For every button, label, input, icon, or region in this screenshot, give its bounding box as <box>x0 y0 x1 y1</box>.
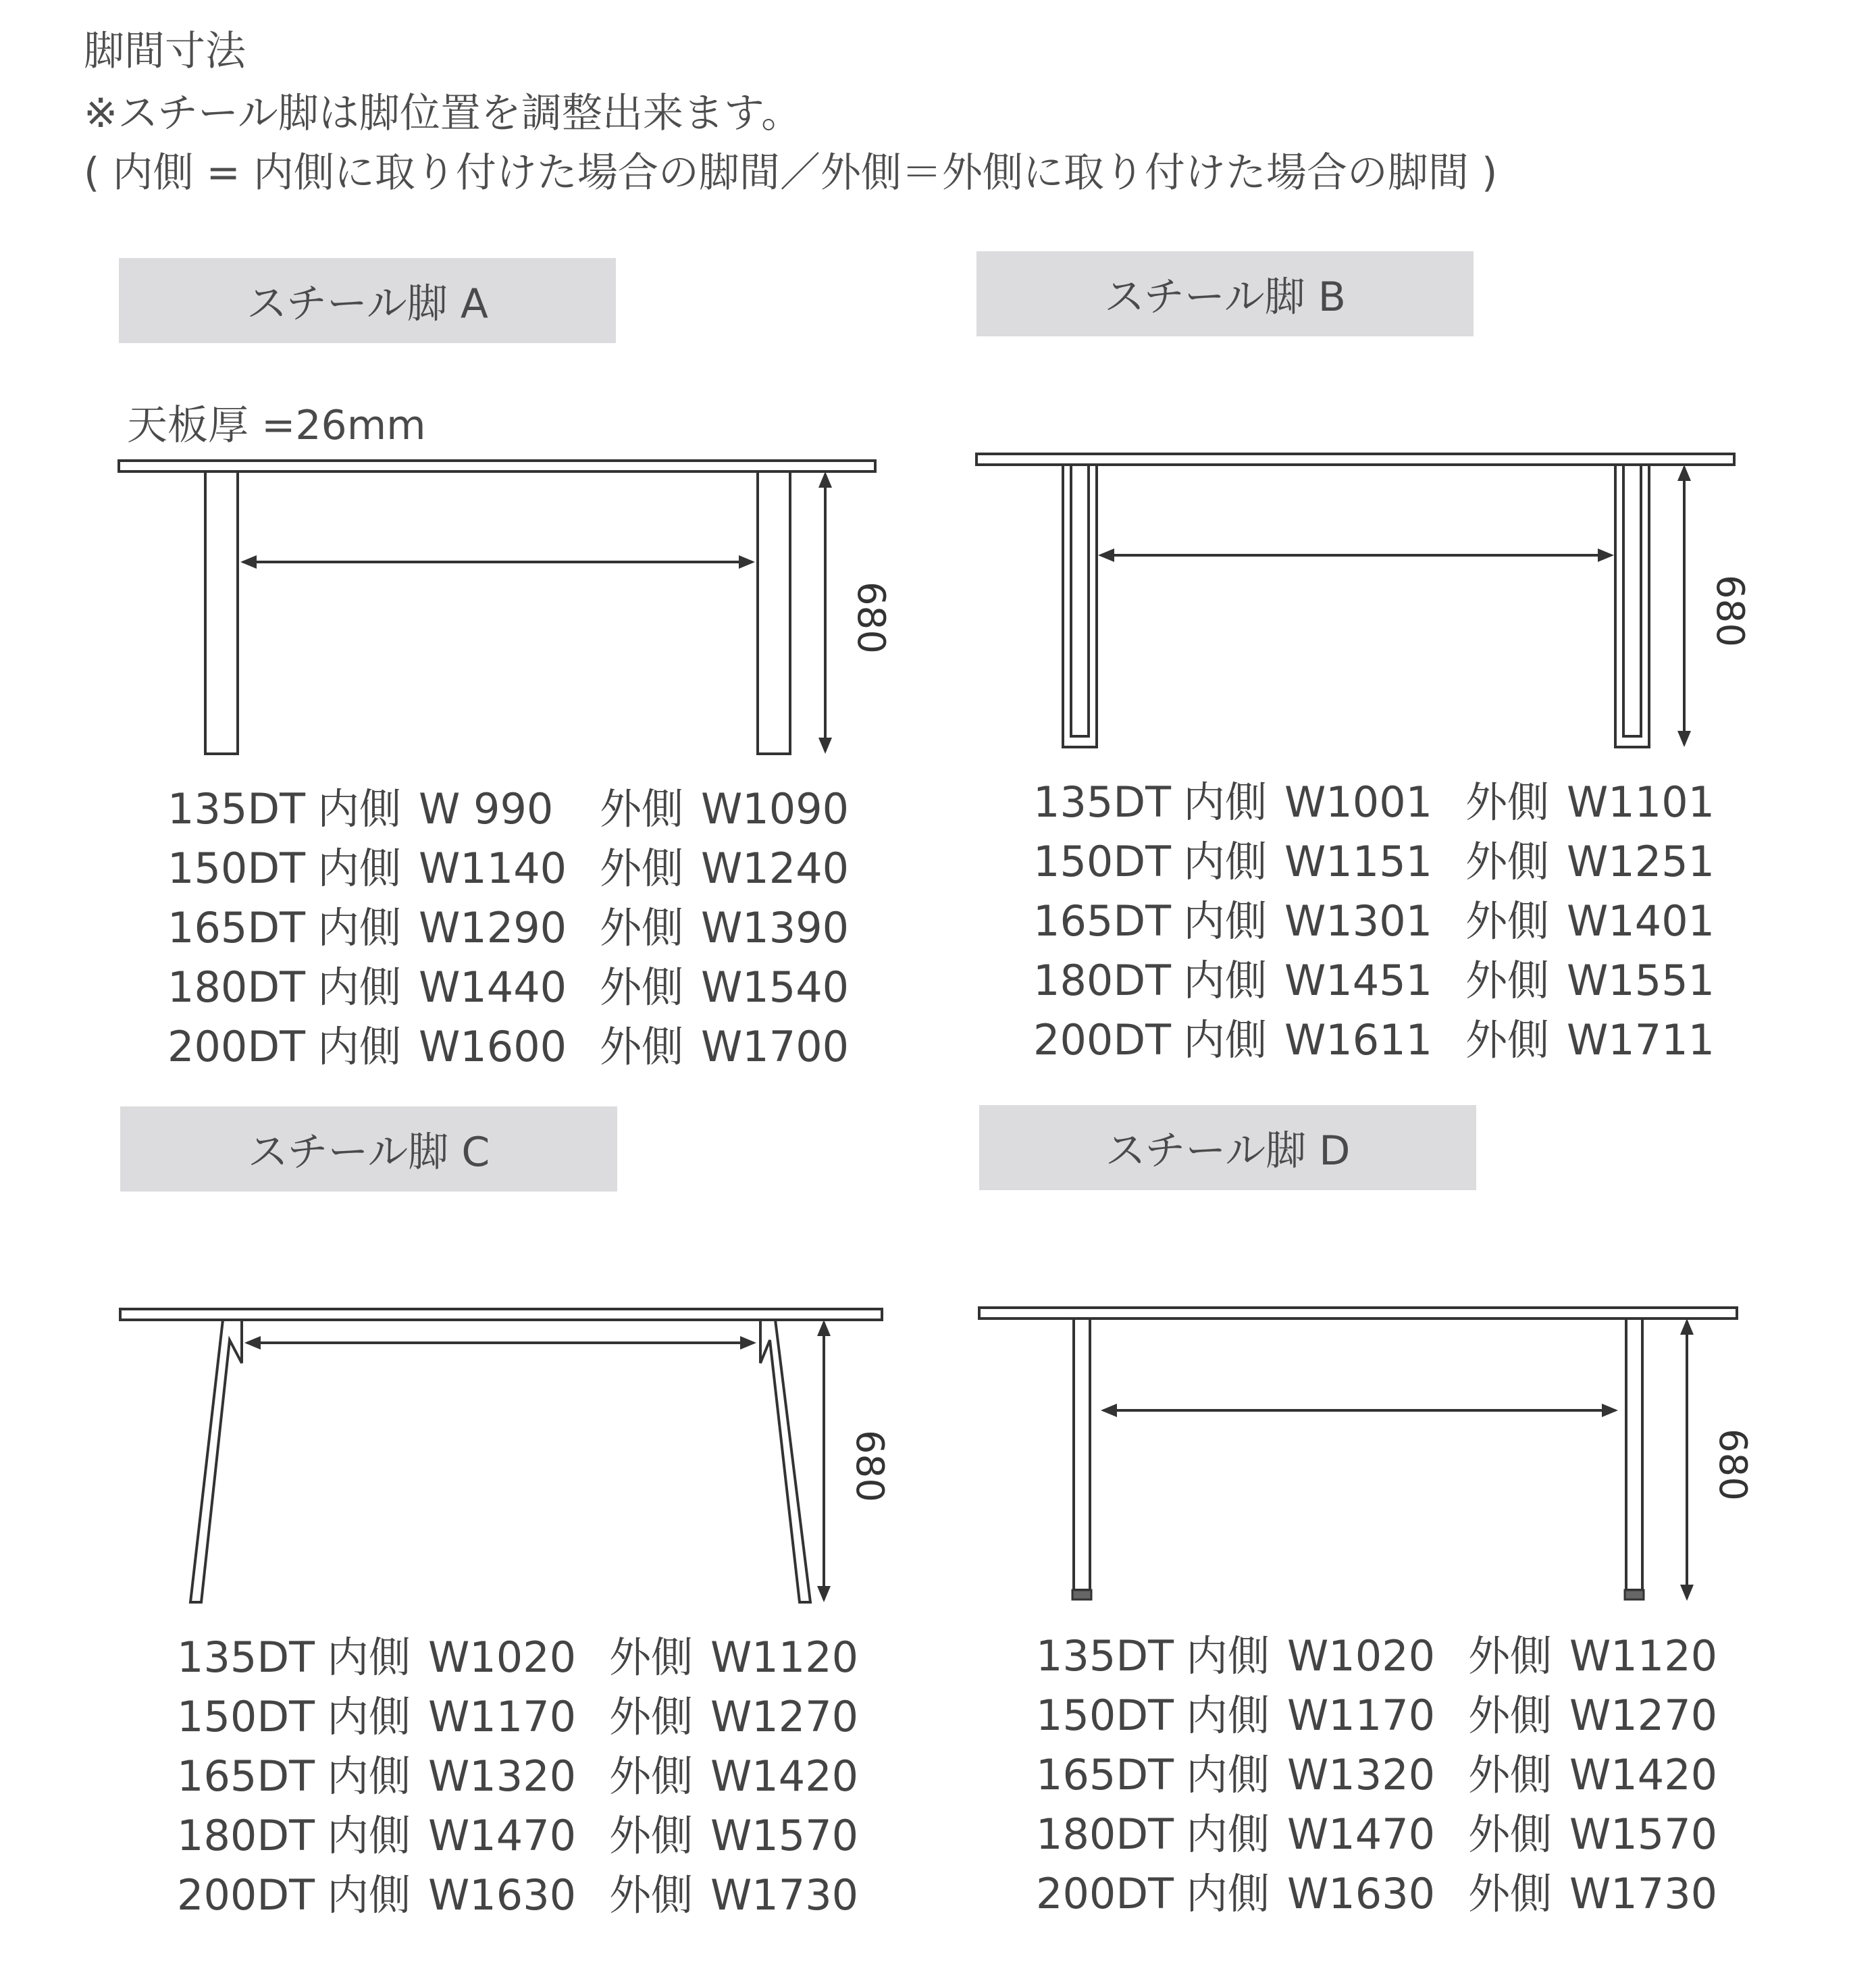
span-arrow <box>244 1336 756 1350</box>
table-row: 180DT 内側 W1440 外側 W1540 <box>167 963 850 1012</box>
height-arrow <box>818 471 832 754</box>
left-leg <box>205 471 238 754</box>
table-row: 165DT 内側 W1320 外側 W1420 <box>177 1751 859 1801</box>
tabletop <box>979 1308 1737 1319</box>
table-row: 135DT 内側 W1001 外側 W1101 <box>1033 777 1715 827</box>
table-row: 180DT 内側 W1451 外側 W1551 <box>1033 956 1715 1005</box>
tabletop <box>120 1309 882 1320</box>
table-row: 135DT 内側 W 990 外側 W1090 <box>167 784 850 834</box>
height-label: 680 <box>847 1430 891 1502</box>
left-leg <box>190 1320 242 1602</box>
panel-title-tag: スチール脚 B <box>976 251 1474 336</box>
leg-c-diagram <box>120 1106 931 1620</box>
table-row: 150DT 内側 W1151 外側 W1251 <box>1033 837 1715 886</box>
height-arrow <box>817 1320 831 1602</box>
table-row: 200DT 内側 W1600 外側 W1700 <box>167 1022 850 1071</box>
table-row: 180DT 内側 W1470 外側 W1570 <box>177 1811 859 1860</box>
table-row: 135DT 内側 W1020 外側 W1120 <box>177 1633 859 1682</box>
left-leg <box>1063 465 1097 747</box>
table-row: 135DT 内側 W1020 外側 W1120 <box>1036 1631 1718 1681</box>
left-foot <box>1072 1590 1091 1599</box>
dimension-table <box>177 1628 858 1925</box>
table-row: 165DT 内側 W1290 外側 W1390 <box>167 903 850 952</box>
right-leg <box>1615 465 1649 747</box>
definition-note: ( 内側 = 内側に取り付けた場合の脚間／外側＝外側に取り付けた場合の脚間 ) <box>84 149 1498 197</box>
panel-title-tag: スチール脚 D <box>979 1105 1476 1190</box>
right-leg <box>760 1320 810 1602</box>
tabletop <box>976 454 1734 465</box>
dimension-table <box>1036 1627 1717 1924</box>
span-arrow <box>1101 1404 1618 1417</box>
panel-title-tag: スチール脚 C <box>120 1106 617 1192</box>
table-row: 150DT 内側 W1140 外側 W1240 <box>167 844 850 893</box>
adjust-note: ※スチール脚は脚位置を調整出来ます。 <box>84 90 802 137</box>
table-row: 165DT 内側 W1301 外側 W1401 <box>1033 896 1715 946</box>
panel-leg-a <box>119 258 929 1123</box>
table-row: 165DT 内側 W1320 外側 W1420 <box>1036 1750 1718 1799</box>
dimension-table <box>1033 773 1715 1070</box>
panel-leg-d <box>979 1105 1790 1970</box>
tabletop-thickness-label: 天板厚 =26mm <box>127 402 426 449</box>
panel-leg-b <box>976 251 1787 1116</box>
height-arrow <box>1677 465 1691 747</box>
table-row: 150DT 内側 W1170 外側 W1270 <box>1036 1691 1718 1740</box>
left-leg <box>1074 1319 1090 1590</box>
table-row: 200DT 内側 W1611 外側 W1711 <box>1033 1015 1715 1065</box>
panel-title-tag: スチール脚 A <box>119 258 616 343</box>
dimension-table <box>167 779 849 1077</box>
leg-d-diagram <box>979 1105 1790 1618</box>
span-arrow <box>240 555 755 569</box>
table-row: 150DT 内側 W1170 外側 W1270 <box>177 1692 859 1741</box>
height-label: 680 <box>1710 1429 1754 1501</box>
height-arrow <box>1680 1319 1694 1601</box>
height-label: 680 <box>848 582 893 654</box>
table-row: 200DT 内側 W1630 外側 W1730 <box>177 1870 859 1920</box>
right-leg <box>1626 1319 1642 1590</box>
right-leg <box>758 471 790 754</box>
tabletop <box>119 461 875 471</box>
span-arrow <box>1098 548 1614 562</box>
height-label: 680 <box>1707 575 1752 647</box>
right-foot <box>1625 1590 1644 1599</box>
panel-leg-c <box>120 1106 931 1971</box>
page-title: 脚間寸法 <box>84 28 246 75</box>
leg-b-diagram <box>976 251 1787 765</box>
table-row: 200DT 内側 W1630 外側 W1730 <box>1036 1869 1718 1918</box>
table-row: 180DT 内側 W1470 外側 W1570 <box>1036 1810 1718 1859</box>
leg-a-diagram <box>119 258 929 771</box>
